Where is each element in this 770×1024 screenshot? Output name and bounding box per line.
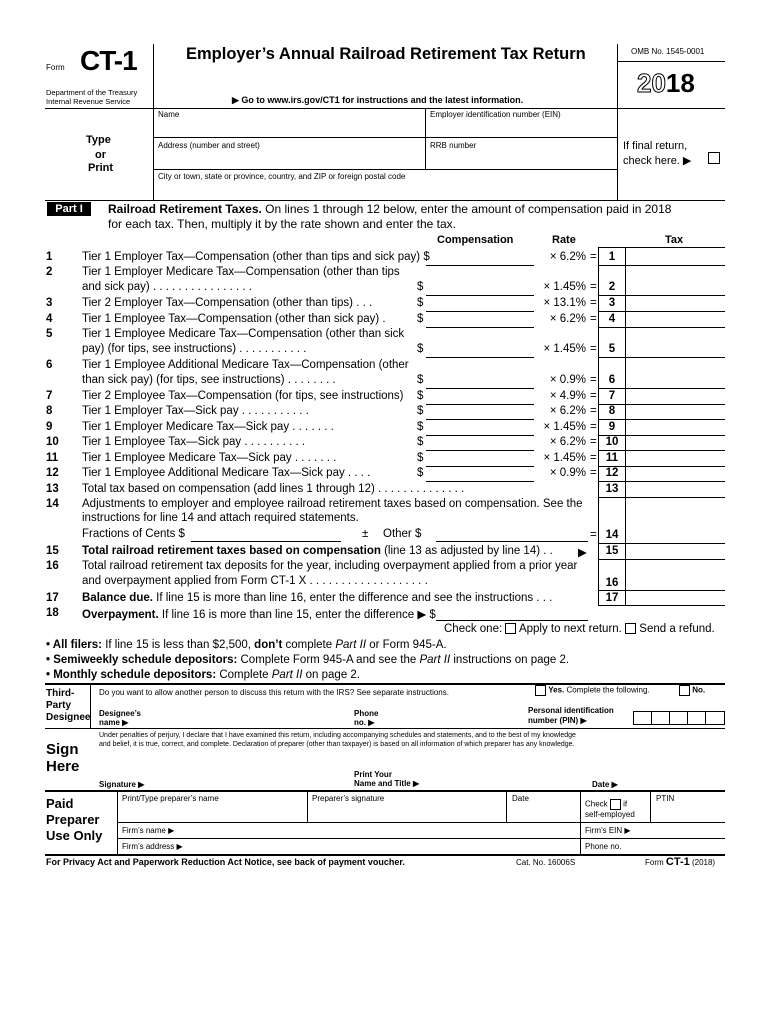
line-7-box: 7 [608,390,616,402]
line-11-rate: × 1.45% [543,452,586,464]
line-10-rate: × 6.2% [549,436,586,448]
line-5-compensation-input[interactable] [426,357,534,358]
paid-label: Paid [46,796,74,811]
line-5-number: 5 [46,328,53,340]
line-15-box: 15 [605,545,619,557]
line-12-tax-rule [598,481,725,482]
third-party-label-3: Designee [46,712,91,723]
firm-name-field[interactable]: Firm’s name ▶ [122,826,175,835]
line-3-text: Tier 2 Employer Tax—Compensation (other than tips) . . . [82,297,373,309]
line-3-compensation-input[interactable] [426,311,534,312]
other-label: Other $ [383,528,422,540]
pin-label-1: Personal identification [528,706,614,715]
line-11-number: 11 [46,452,59,464]
designee-name-label-1: Designee’s [99,709,141,718]
line-2-dollar: $ [417,281,424,293]
firm-ein-field[interactable]: Firm’s EIN ▶ [585,826,631,835]
line-10-text: Tier 1 Employee Tax—Sick pay . . . . . . . . . . [82,436,306,448]
line-9-box: 9 [608,421,616,433]
bullet-semiweekly: • Semiweekly schedule depositors: Complete Form 945-A and see the Part II instructions on page 2. [46,654,570,666]
line-10-compensation-input[interactable] [426,450,534,451]
line-6-tax-rule [598,388,725,389]
firm-address-field[interactable]: Firm’s address ▶ [122,842,183,851]
line-7-equals: = [590,390,597,402]
line-9-equals: = [590,421,597,433]
line-13-box: 13 [605,483,619,495]
cat-number: Cat. No. 16006S [516,858,576,867]
line-17-box: 17 [605,592,619,604]
line-6-dollar: $ [417,374,424,386]
line-14-box: 14 [605,529,619,541]
part1-heading-line2: for each tax. Then, multiply it by the rate shown and enter the tax. [108,217,456,231]
line-5-rate: × 1.45% [543,343,586,355]
line-3-number: 3 [46,297,53,309]
self-employed-label: self-employed [585,810,635,819]
line-9-number: 9 [46,421,53,433]
line-7-rate: × 4.9% [549,390,586,402]
line-5-text: pay) (for tips, see instructions) . . . . . . . . . . . [82,343,307,355]
third-party-question: Do you want to allow another person to discuss this return with the IRS? See separate instructions. [99,688,449,697]
line-12-number: 12 [46,467,59,479]
line-4-equals: = [590,313,597,325]
address-field[interactable]: Address (number and street) [158,141,260,150]
designee-phone-label-1: Phone [354,709,379,718]
sign-label: Sign [46,741,79,758]
city-field[interactable]: City or town, state or province, country, and ZIP or foreign postal code [158,172,406,181]
form-number: CT-1 [80,45,137,76]
line-8-compensation-input[interactable] [426,419,534,420]
line-14-text2: instructions for line 14 and attach required statements. [82,512,359,524]
line-1-box: 1 [608,251,616,263]
designee-phone-label-2[interactable]: no. ▶ [354,718,375,727]
preparer-name-field[interactable]: Print/Type preparer’s name [122,794,219,803]
ein-field[interactable]: Employer identification number (EIN) [430,110,561,119]
signature-label[interactable]: Signature ▶ [99,780,145,789]
line-4-box: 4 [608,313,616,325]
third-party-label-1: Third- [46,688,75,699]
part1-badge: Part I [47,202,91,216]
line-5-text: Tier 1 Employee Medicare Tax—Compensation (other than sick [82,328,405,340]
line-5-equals: = [590,343,597,355]
yes-checkbox[interactable] [535,685,546,696]
line-1-compensation-input[interactable] [426,265,534,266]
line-11-box: 11 [605,452,619,464]
part1-heading: Railroad Retirement Taxes. On lines 1 through 12 below, enter the amount of compensation paid in 2018 [108,202,672,216]
line-2-compensation-input[interactable] [426,295,534,296]
col-rate: Rate [552,234,576,246]
line-11-text: Tier 1 Employee Medicare Tax—Sick pay . . . . . . . [82,452,337,464]
line-2-number: 2 [46,266,53,278]
line-15-arrow: ▶ [578,547,587,559]
line-7-text: Tier 2 Employee Tax—Compensation (for tips, see instructions) [82,390,404,402]
use-only-label: Use Only [46,828,103,843]
line-12-compensation-input[interactable] [426,481,534,482]
self-employed-checkbox[interactable] [610,799,621,810]
line-5-box: 5 [608,343,616,355]
line-1-tax-rule [598,265,725,266]
final-return-checkbox[interactable] [708,152,720,164]
line-16-number: 16 [46,560,59,572]
print-name-label-1: Print Your [354,770,392,779]
line-7-dollar: $ [417,390,424,402]
pin-input[interactable] [633,711,725,725]
check-one: Check one: Apply to next return. Send a refund. [444,623,715,635]
line-14-text1: Adjustments to employer and employee railroad retirement taxes based on compensation. See the [82,498,583,510]
perjury-line2: and belief, it is true, correct, and complete. Declaration of preparer (other than taxpayer) is based on all information of which preparer has any knowledge. [99,741,575,748]
line-12-equals: = [590,467,597,479]
goto-instructions: ▶ Go to www.irs.gov/CT1 for instructions and the latest information. [232,95,524,105]
line-12-box: 12 [605,467,619,479]
or-label: or [95,149,106,161]
dept-line1: Department of the Treasury [46,88,138,97]
final-return-text: If final return, [623,140,688,152]
line-8-dollar: $ [417,405,424,417]
line-13-text: Total tax based on compensation (add lines 1 through 12) . . . . . . . . . . . . . . [82,483,465,495]
line-2-rate: × 1.45% [543,281,586,293]
send-refund-checkbox[interactable] [625,623,636,634]
line-4-dollar: $ [417,313,424,325]
self-employed-check: Check if [585,799,628,809]
form-label: Form [46,63,65,72]
line-1-text: Tier 1 Employer Tax—Compensation (other than tips and sick pay) $ [82,251,430,263]
line-14-number: 14 [46,498,59,510]
line-13-number: 13 [46,483,59,495]
line-3-box: 3 [608,297,616,309]
line-18-text: Overpayment. If line 16 is more than line 15, enter the difference ▶ $ [82,609,436,621]
line-2-tax-rule [598,295,725,296]
line-8-box: 8 [608,405,616,417]
line-3-equals: = [590,297,597,309]
line-8-number: 8 [46,405,53,417]
ptin-field[interactable]: PTIN [656,794,675,803]
line-10-equals: = [590,436,597,448]
line-5-dollar: $ [417,343,424,355]
line-17-number: 17 [46,592,59,604]
line-12-text: Tier 1 Employee Additional Medicare Tax—Sick pay . . . . [82,467,371,479]
preparer-signature-field[interactable]: Preparer’s signature [312,794,385,803]
line-15-number: 15 [46,545,59,557]
line-6-equals: = [590,374,597,386]
line-12-rate: × 0.9% [549,467,586,479]
fractions-of-cents-input[interactable] [191,541,341,542]
line-3-dollar: $ [417,297,424,309]
line-18-number: 18 [46,607,59,619]
line-1-number: 1 [46,251,53,263]
line-4-text: Tier 1 Employee Tax—Compensation (other than sick pay) . [82,313,386,325]
line-4-rate: × 6.2% [549,313,586,325]
privacy-notice: For Privacy Act and Paperwork Reduction Act Notice, see back of payment voucher. [46,857,405,867]
footer-form: Form CT-1 (2018) [645,856,716,868]
pin-label-2: number (PIN) ▶ [528,716,587,725]
line-1-rate: × 6.2% [549,251,586,263]
line-14-equals: = [590,529,597,541]
line-9-text: Tier 1 Employer Medicare Tax—Sick pay . . . . . . . [82,421,334,433]
preparer-date-field[interactable]: Date [512,794,529,803]
line-2-equals: = [590,281,597,293]
line-3-rate: × 13.1% [543,297,586,309]
plus-minus: ± [362,528,369,540]
here-label: Here [46,758,80,775]
tax-year: 2018 [637,68,695,98]
line-3-tax-rule [598,311,725,312]
line-2-text: and sick pay) . . . . . . . . . . . . . . . . [82,281,252,293]
omb-number: OMB No. 1545-0001 [631,47,705,56]
line-11-equals: = [590,452,597,464]
line-6-number: 6 [46,359,53,371]
third-party-label-2: Party [46,700,72,711]
col-tax: Tax [665,234,684,246]
line-2-box: 2 [608,281,616,293]
line-4-number: 4 [46,313,53,325]
bullet-all-filers: • All filers: If line 15 is less than $2,500, don’t complete Part II or Form 945-A. [46,639,447,651]
perjury-line1: Under penalties of perjury, I declare that I have examined this return, including accompanying schedules and statements, and to the best of my knowledge [99,732,576,739]
line-8-rate: × 6.2% [549,405,586,417]
final-return-check-text: check here. ▶ [623,155,692,167]
sign-date-label[interactable]: Date ▶ [592,780,618,789]
line-8-text: Tier 1 Employer Tax—Sick pay . . . . . . . . . . . [82,405,309,417]
line-17-text: Balance due. If line 15 is more than line 16, enter the difference and see the instructions . . . [82,592,553,604]
fractions-of-cents-label: Fractions of Cents $ [82,528,185,540]
other-input[interactable] [436,541,588,542]
line-10-tax-rule [598,450,725,451]
line-6-rate: × 0.9% [549,374,586,386]
line-1-equals: = [590,251,597,263]
line-6-box: 6 [608,374,616,386]
type-label: Type [86,134,111,146]
apply-next-return-checkbox[interactable] [505,623,516,634]
bullet-monthly: • Monthly schedule depositors: Complete Part II on page 2. [46,669,361,681]
print-name-label-2[interactable]: Name and Title ▶ [354,779,420,788]
designee-name-label-2[interactable]: name ▶ [99,718,129,727]
line-16-box: 16 [605,577,619,589]
line-7-compensation-input[interactable] [426,404,534,405]
line-9-compensation-input[interactable] [426,435,534,436]
line-4-tax-rule [598,327,725,328]
line-15-text: Total railroad retirement taxes based on compensation (line 13 as adjusted by line 14) . . [82,545,553,557]
line-4-compensation-input[interactable] [426,327,534,328]
preparer-label: Preparer [46,812,100,827]
line-6-compensation-input[interactable] [426,388,534,389]
no-checkbox[interactable] [679,685,690,696]
overpayment-input[interactable] [436,620,588,621]
line-5-tax-rule [598,357,725,358]
line-6-text: than sick pay) (for tips, see instructions) . . . . . . . . [82,374,336,386]
print-label: Print [88,162,114,174]
line-10-dollar: $ [417,436,424,448]
line-9-rate: × 1.45% [543,421,586,433]
line-10-box: 10 [605,436,619,448]
col-compensation: Compensation [437,234,514,246]
line-8-tax-rule [598,419,725,420]
line-6-text: Tier 1 Employee Additional Medicare Tax—Compensation (other [82,359,409,371]
line-7-number: 7 [46,390,53,402]
line-11-dollar: $ [417,452,424,464]
form-title: Employer’s Annual Railroad Retirement Tax Return [186,45,586,63]
third-party-yes: Yes. Complete the following. [535,685,650,696]
line-10-number: 10 [46,436,59,448]
line-8-equals: = [590,405,597,417]
dept-line2: Internal Revenue Service [46,97,131,106]
firm-phone-field[interactable]: Phone no. [585,842,622,851]
third-party-no: No. [679,685,705,696]
line-9-dollar: $ [417,421,424,433]
line-11-compensation-input[interactable] [426,466,534,467]
line-12-dollar: $ [417,467,424,479]
name-field[interactable]: Name [158,110,180,119]
line-16-text2: and overpayment applied from Form CT-1 X . . . . . . . . . . . . . . . . . . . [82,575,428,587]
line-2-text: Tier 1 Employer Medicare Tax—Compensation (other than tips [82,266,400,278]
line-16-text1: Total railroad retirement tax deposits for the year, including overpayment applied from a prior year [82,560,578,572]
rrb-field[interactable]: RRB number [430,141,477,150]
